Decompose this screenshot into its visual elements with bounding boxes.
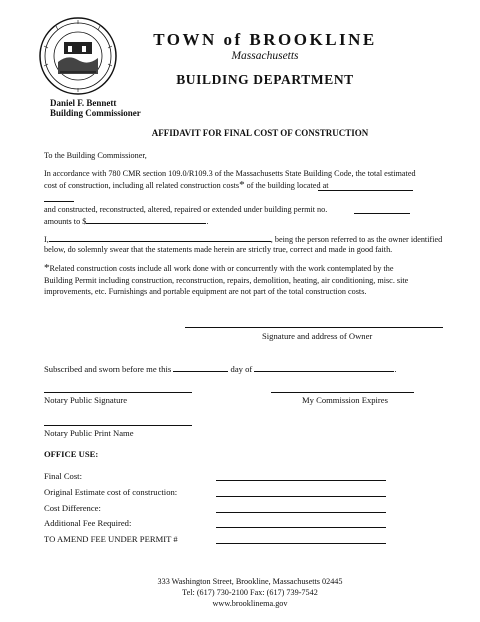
final-cost-field[interactable]	[216, 480, 386, 481]
amount-field[interactable]	[86, 215, 209, 226]
owner-signature-field[interactable]	[185, 327, 443, 328]
sworn-line	[44, 363, 397, 375]
para1-line4	[44, 215, 208, 227]
notary-print-name-field[interactable]	[44, 425, 192, 426]
sworn-period: .	[394, 364, 397, 374]
office-row-final-cost: Final Cost:	[44, 471, 82, 481]
additional-fee-field[interactable]	[216, 527, 386, 528]
sworn-day-field[interactable]	[173, 363, 228, 372]
location-field-line2[interactable]	[44, 201, 74, 202]
note-line1	[44, 263, 394, 274]
office-row-cost-difference: Cost Difference:	[44, 503, 101, 513]
permit-number-field[interactable]	[354, 213, 410, 214]
official-title: Building Commissioner	[50, 108, 141, 118]
location-field-line1[interactable]	[318, 190, 413, 191]
department-name: BUILDING DEPARTMENT	[176, 72, 354, 87]
oath-i: I,	[44, 235, 49, 244]
para1-line2-text-b: of the building located at	[244, 181, 329, 190]
original-estimate-field[interactable]	[216, 496, 386, 497]
amend-permit-field[interactable]	[216, 543, 386, 544]
cost-difference-field[interactable]	[216, 512, 386, 513]
owner-name-field[interactable]	[49, 233, 271, 242]
para1-line1: In accordance with 780 CMR section 109.0/R109.3 of the Massachusetts State Building Code, the total estimated	[44, 169, 416, 178]
para1-line3: and constructed, reconstructed, altered, repaired or extended under building permit no.	[44, 205, 328, 214]
oath-line2: below, do solemnly swear that the statements made herein are strictly true, correct and made in good faith.	[44, 245, 393, 254]
para1-line2-text: cost of construction, including all related construction costs	[44, 181, 240, 190]
para1-line2	[44, 180, 329, 191]
note-line2: Building Permit including construction, reconstruction, repairs, demolition, heating, air conditioning, misc. site	[44, 276, 409, 285]
owner-signature-label: Signature and address of Owner	[262, 331, 373, 341]
office-row-original-estimate: Original Estimate cost of construction:	[44, 487, 178, 497]
office-row-additional-fee: Additional Fee Required:	[44, 518, 132, 528]
oath-rest: , being the person referred to as the owner identified	[270, 235, 443, 244]
asterisk-mark: *	[239, 179, 245, 191]
notary-signature-label: Notary Public Signature	[44, 395, 128, 405]
notary-print-name-label: Notary Public Print Name	[44, 428, 134, 438]
commission-expires-label: My Commission Expires	[302, 395, 388, 405]
sworn-text-b: day of	[230, 364, 253, 374]
town-name: TOWN of BROOKLINE	[153, 30, 377, 49]
note-text-1: Related construction costs include all work done with or concurrently with the work contemplated by the	[49, 264, 394, 273]
note-asterisk: *	[44, 262, 50, 274]
sworn-month-field[interactable]	[254, 363, 397, 374]
commission-expires-field[interactable]	[271, 392, 414, 393]
state-name: Massachusetts	[231, 50, 299, 62]
note-line3: improvements, etc. Furnishings and portable equipment are not part of the total construction costs.	[44, 287, 367, 296]
amount-period: .	[206, 217, 209, 226]
form-title: AFFIDAVIT FOR FINAL COST OF CONSTRUCTION	[151, 128, 369, 138]
footer-address: 333 Washington Street, Brookline, Massachusetts 02445	[157, 577, 343, 586]
footer-website: www.brooklinema.gov	[212, 599, 288, 608]
official-name: Daniel F. Bennett	[50, 98, 117, 108]
amount-label: amounts to $	[44, 217, 87, 226]
notary-signature-field[interactable]	[44, 392, 192, 393]
sworn-text-a: Subscribed and sworn before me this	[44, 364, 172, 374]
office-row-amend-fee: TO AMEND FEE UNDER PERMIT #	[44, 534, 178, 544]
footer-phone: Tel: (617) 730-2100 Fax: (617) 739-7542	[182, 588, 318, 597]
office-use-heading: OFFICE USE:	[44, 449, 99, 459]
salutation: To the Building Commissioner,	[44, 151, 147, 160]
